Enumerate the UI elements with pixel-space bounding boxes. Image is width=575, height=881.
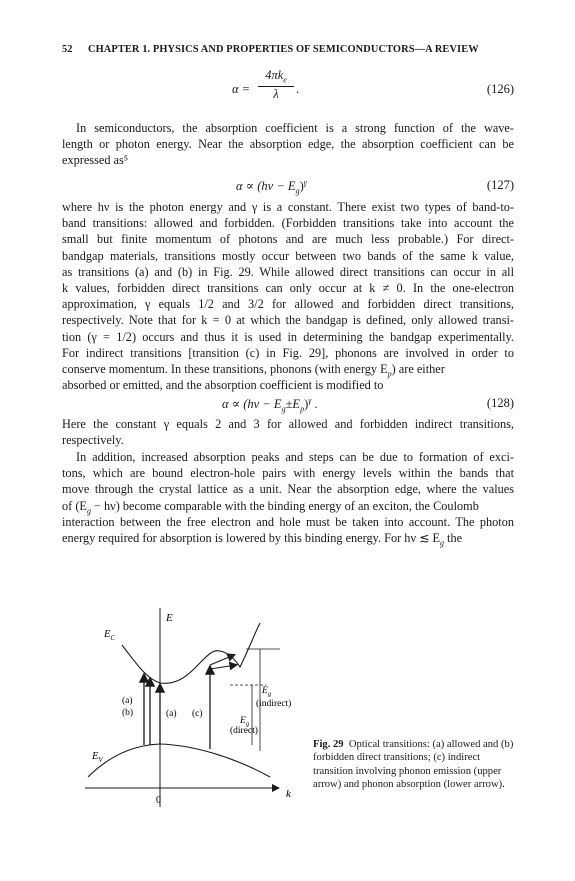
para2-line: bandgap materials, transitions mostly occur between two bands of the same k value, (62, 248, 514, 263)
running-title: CHAPTER 1. PHYSICS AND PROPERTIES OF SEMICONDUCTORS—A REVIEW (88, 44, 479, 55)
equation-128 (62, 396, 514, 416)
para2-line: absorbed or emitted, and the absorption coefficient is modified to (62, 378, 384, 393)
direct-label: (direct) (230, 726, 258, 736)
para2-line: small but finite momentum of photons and are much less probable.) For direct- (62, 232, 514, 247)
para2-line10-sub: p (387, 369, 392, 379)
eq127-sup: γ (303, 178, 307, 187)
indirect-label: (indirect) (256, 699, 292, 709)
para4-line: In addition, increased absorption peaks and steps can be due to formation of exci- (76, 450, 514, 464)
conduction-band-curve (122, 623, 260, 683)
eq126-fraction (258, 68, 294, 102)
eq128-sub1: g (281, 404, 286, 414)
label-a-left: (a) (122, 696, 133, 706)
eq128-text: α ∝ (hν − E (222, 397, 282, 412)
para4-line3-rest: − hν) become comparable with the binding energy of an exciton, the Coulomb (90, 498, 479, 513)
eq127-text: α ∝ (hν − E (236, 179, 296, 194)
figure-caption (313, 738, 518, 792)
eq126-subscript: e (283, 75, 287, 85)
page-number: 52 (62, 44, 73, 55)
phonon-emission-arrow (210, 655, 234, 665)
para1-line: expressed as⁵ (62, 153, 129, 168)
ev-label: $E_V$ (92, 751, 103, 764)
equation-126: α = $4\pi k_e$ λ . (126) (232, 68, 514, 101)
label-c: (c) (192, 709, 203, 719)
para4-line: tons, which are bound electron-hole pairs with energy levels within the bands that (62, 466, 514, 481)
para1-line: length or photon energy. Near the absorption edge, the absorption coefficient can be (62, 137, 514, 152)
eg-direct-label: $E_g$ (240, 716, 250, 728)
para2-line: where hν is the photon energy and γ is a constant. There exist two types of band-to- (62, 200, 514, 214)
para4-line3-sub: g (86, 506, 91, 516)
para2-line (62, 361, 514, 377)
equation-127 (62, 178, 514, 198)
para4-line5-rest: the (443, 530, 463, 545)
para2-line: For indirect transitions [transition (c) in Fig. 29], phonons are involved in order to (62, 345, 514, 360)
e-axis-label: E (166, 612, 173, 624)
para4-line (62, 530, 514, 546)
para2-line: approximation, γ equals 1/2 and 3/2 for allowed and forbidden direct transitions, (62, 297, 514, 312)
eq127-number: (127) (486, 178, 514, 192)
para1-line: In semiconductors, the absorption coefficient is a strong function of the wave- (76, 121, 514, 135)
para2-line10-start: conserve momentum. In these transitions, phonons (with energy E (62, 361, 388, 376)
para2-line: respectively. Note that for k = 0 at which the bandgap is defined, only allowed transi- (62, 313, 514, 328)
valence-band-curve (88, 744, 270, 777)
paragraph-4 (62, 449, 514, 546)
label-b-left: (b) (122, 708, 134, 718)
phonon-absorption-arrow (210, 665, 236, 669)
para2-line: tion (γ = 1/2) occurs and thus it is used in determining the bandgap experimentally. (62, 329, 514, 344)
para4-line5-sub: g (439, 538, 444, 548)
eq128-close: ) (304, 397, 309, 412)
para2-line: as transitions (a) and (b) in Fig. 29. While allowed direct transitions can occur in all (62, 264, 514, 279)
eg-indirect-label: $E_g$ (262, 686, 272, 698)
paragraph-2 (62, 199, 514, 393)
para2-line: band transitions: allowed and forbidden. (Forbidden transitions take into account the (62, 216, 514, 231)
para4-line3-start: of (E (62, 498, 87, 513)
para2-line: k values, forbidden direct transitions can only occur at k ≠ 0. In the one-electron (62, 280, 514, 295)
label-a-mid: (a) (166, 709, 177, 719)
eq126-lhs: α = (232, 82, 251, 96)
k-axis-label: k (286, 788, 291, 800)
para4-line (62, 498, 514, 514)
para3-line: Here the constant γ equals 2 and 3 for allowed and forbidden indirect transitions, (62, 417, 514, 431)
eq126-numerator: 4πk (265, 68, 284, 82)
eq126-number: (126) (486, 82, 514, 96)
ec-label: $E_C$ (104, 629, 116, 642)
para4-line: interaction between the free electron and hole must be taken into account. The photon (62, 514, 514, 529)
para4-line5-start: energy required for absorption is lowered by this binding energy. For hν ≲ E (62, 530, 440, 545)
eq128-number: (128) (486, 396, 514, 410)
caption-label: Fig. 29 (313, 739, 344, 750)
para3-line: respectively. (62, 433, 124, 448)
paragraph-1 (62, 120, 514, 169)
origin-label: 0 (156, 795, 161, 806)
eq127-close: ) (299, 179, 304, 194)
running-header (62, 44, 514, 55)
caption-text: Optical transitions: (a) allowed and (b) forbidden direct transitions; (c) indirect transition involving phonon emission (upper arrow) and phonon absorption (lower arrow). (313, 739, 514, 791)
figure-29-band-diagram (80, 605, 310, 820)
para4-line: move through the crystal lattice as a unit. Near the absorption edge, where the values (62, 482, 514, 497)
eq128-tail: . (311, 397, 318, 412)
eq128-pm: ±E (285, 397, 301, 412)
eq128-sub2: p (300, 404, 305, 414)
eq126-denominator: λ (273, 86, 279, 101)
paragraph-3 (62, 416, 514, 448)
eq127-sub: g (295, 186, 300, 196)
eq128-sup: γ (308, 396, 312, 405)
para2-line10-end: ) are either (391, 361, 445, 376)
